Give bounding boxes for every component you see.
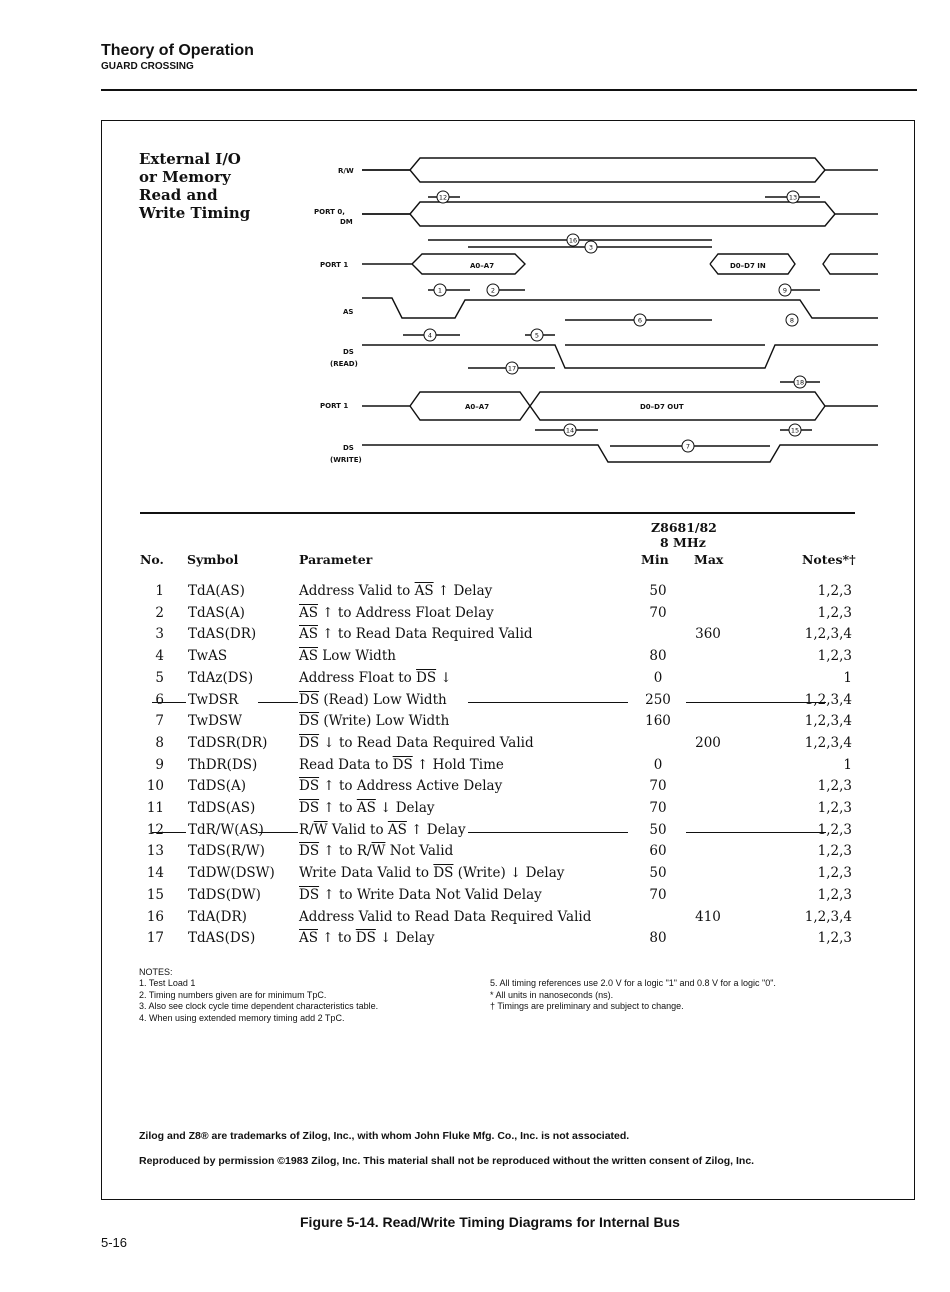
parameter-part: ↓ Delay	[375, 800, 435, 816]
cell-no: 13	[146, 843, 164, 860]
signal-label-ds-write: DS	[343, 444, 354, 452]
marker-2-label: 2	[490, 286, 496, 295]
page-subtitle: GUARD CROSSING	[101, 61, 194, 72]
cell-no: 2	[155, 604, 164, 621]
cell-symbol: TdDS(DW)	[188, 886, 261, 903]
parameter-part: ↑ to	[318, 930, 356, 947]
leader-line	[258, 702, 298, 703]
leader-line	[686, 702, 826, 703]
parameter-part: ↓	[436, 669, 452, 686]
cell-notes: 1,2,3,4	[804, 734, 852, 751]
leader-line	[468, 832, 628, 833]
cell-notes: 1,2,3,4	[804, 713, 852, 730]
signal-label-port1-read: PORT 1	[320, 261, 349, 269]
parameter-part: R/	[299, 821, 314, 838]
bus-label-addr-write: A0–A7	[465, 403, 490, 411]
cell-parameter	[299, 865, 564, 881]
cell-min: 70	[649, 604, 667, 621]
cell-no: 3	[155, 626, 164, 643]
leader-line	[152, 702, 186, 703]
signal-label-port0: PORT 0,	[314, 208, 345, 216]
marker-6-label: 6	[637, 316, 643, 325]
note-2: 2. Timing numbers given are for minimum TpC.	[139, 989, 327, 1000]
cell-no: 17	[146, 930, 164, 947]
cell-parameter	[299, 692, 447, 708]
parameter-part: $\overline{AS}$	[299, 604, 318, 621]
parameter-part: $\overline{DS}$	[392, 756, 413, 773]
parameter-part: $\overline{AS}$	[387, 821, 407, 838]
cell-parameter	[299, 930, 435, 946]
table-row	[138, 626, 858, 648]
table-row	[138, 605, 858, 627]
cell-symbol: TwAS	[188, 648, 228, 665]
col-header-parameter: Parameter	[299, 552, 373, 567]
parameter-part: $\overline{DS}$	[299, 843, 320, 860]
table-device: Z8681/82	[651, 520, 717, 535]
cell-symbol: TdDSR(DR)	[188, 734, 268, 751]
cell-no: 11	[146, 800, 164, 816]
notes-heading: NOTES:	[139, 967, 173, 977]
cell-notes: 1,2,3,4	[804, 626, 852, 643]
marker-4-label: 4	[427, 331, 433, 340]
cell-no: 6	[155, 691, 164, 708]
bus-label-data-out: D0–D7 OUT	[640, 403, 684, 411]
table-row	[138, 778, 858, 800]
note-5: 5. All timing references use 2.0 V for a logic "1" and 0.8 V for a logic "0".	[490, 978, 776, 988]
parameter-part: (Write) Low Width	[319, 713, 450, 730]
cell-min: 70	[649, 778, 667, 795]
table-row	[138, 800, 858, 822]
parameter-part: Address Valid to Read Data Required Valid	[299, 908, 592, 925]
cell-notes: 1,2,3	[817, 648, 852, 665]
marker-15-label: 15	[790, 426, 800, 435]
col-header-symbol: Symbol	[187, 552, 239, 567]
table-row	[138, 692, 858, 714]
cell-symbol: ThDR(DS)	[188, 756, 258, 773]
cell-notes: 1,2,3	[817, 821, 852, 838]
parameter-part: Address Valid to	[299, 583, 415, 599]
cell-no: 10	[146, 778, 164, 795]
cell-max: 410	[695, 908, 721, 925]
cell-min: 70	[649, 886, 667, 903]
cell-min: 0	[653, 756, 663, 773]
parameter-part: $\overline{AS}$	[299, 648, 318, 665]
table-row	[138, 670, 858, 692]
parameter-part: ↓ to Read Data Required Valid	[319, 734, 534, 751]
parameter-part: Read Data to	[299, 756, 393, 773]
cell-no: 15	[146, 886, 164, 903]
cell-symbol: TdA(AS)	[188, 583, 245, 599]
marker-1-label: 1	[437, 286, 443, 295]
table-row	[138, 583, 858, 605]
marker-3-label: 3	[588, 243, 594, 252]
parameter-part: $\overline{DS}$	[299, 734, 320, 751]
permission-notice: Reproduced by permission ©1983 Zilog, Inc. This material shall not be reproduced without the written consent of Zilog, Inc.	[139, 1155, 755, 1167]
cell-symbol: TdAS(A)	[188, 604, 245, 621]
signal-label-as: AS	[343, 308, 354, 316]
cell-parameter	[299, 735, 534, 751]
parameter-part: $\overline{DS}$	[299, 713, 320, 730]
cell-min: 80	[649, 930, 667, 947]
diagram-title: External I/O or Memory Read and Write Timing	[139, 150, 251, 222]
table-row	[138, 757, 858, 779]
marker-18-label: 18	[795, 378, 805, 387]
notes-right	[490, 978, 776, 1013]
cell-symbol: TdDS(AS)	[188, 800, 256, 816]
parameter-part: ↑ to Write Data Not Valid Delay	[319, 886, 542, 903]
table-row	[138, 930, 858, 952]
marker-13-label: 13	[788, 193, 798, 202]
cell-min: 160	[645, 713, 671, 730]
table-row	[138, 648, 858, 670]
cell-parameter	[299, 713, 449, 729]
marker-8-label: 8	[789, 316, 795, 325]
cell-no: 1	[155, 583, 164, 599]
parameter-part: ↑ to	[319, 800, 357, 816]
cell-no: 8	[155, 734, 164, 751]
cell-notes: 1,2,3	[817, 930, 852, 947]
cell-notes: 1,2,3	[817, 886, 852, 903]
parameter-part: ↓ Delay	[375, 930, 435, 947]
parameter-part: $\overline{AS}$	[356, 800, 376, 816]
cell-no: 12	[146, 821, 164, 838]
cell-notes: 1,2,3	[817, 843, 852, 860]
cell-symbol: TdDS(R/W)	[188, 843, 265, 860]
parameter-part: $\overline{DS}$	[416, 669, 437, 686]
page-title: Theory of Operation	[101, 42, 254, 59]
parameter-part: Address Float to	[299, 669, 417, 686]
parameter-part: Not Valid	[385, 843, 454, 860]
cell-symbol: TdDW(DSW)	[188, 865, 275, 882]
cell-symbol: TdR/W(AS)	[188, 821, 264, 838]
cell-min: 50	[649, 865, 667, 882]
cell-parameter	[299, 757, 504, 773]
cell-parameter	[299, 583, 492, 599]
header-rule	[101, 89, 917, 91]
table-row	[138, 865, 858, 887]
note-preliminary: † Timings are preliminary and subject to change.	[490, 1001, 684, 1011]
cell-min: 50	[649, 583, 667, 599]
note-1: 1. Test Load 1	[139, 978, 196, 988]
timing-diagram	[300, 140, 880, 470]
leader-line	[468, 702, 628, 703]
parameter-part: $\overline{DS}$	[299, 691, 320, 708]
cell-max: 200	[695, 734, 721, 751]
cell-min: 60	[649, 843, 667, 860]
figure-caption: Figure 5-14. Read/Write Timing Diagrams for Internal Bus	[300, 1214, 680, 1230]
cell-notes: 1	[843, 669, 852, 686]
parameter-part: ↑ to Address Float Delay	[318, 604, 494, 621]
cell-parameter	[299, 822, 466, 838]
parameter-part: ↑ Delay	[406, 821, 466, 838]
marker-14-label: 14	[565, 426, 575, 435]
cell-symbol: TdDS(A)	[188, 778, 247, 795]
note-3: 3. Also see clock cycle time dependent characteristics table.	[139, 1001, 379, 1011]
table-row	[138, 713, 858, 735]
parameter-part: $\overline{DS}$	[299, 886, 320, 903]
cell-min: 80	[649, 648, 667, 665]
signal-label-port1-write: PORT 1	[320, 402, 349, 410]
cell-notes: 1,2,3	[817, 778, 852, 795]
marker-9-label: 9	[782, 286, 788, 295]
table-row	[138, 735, 858, 757]
parameter-part: $\overline{AS}$	[299, 930, 318, 947]
cell-parameter	[299, 909, 591, 925]
leader-line	[258, 832, 298, 833]
bus-label-addr-read: A0–A7	[470, 262, 495, 270]
parameter-part: ↑ Delay	[433, 583, 493, 599]
note-4: 4. When using extended memory timing add 2 TpC.	[139, 1012, 345, 1023]
signal-label-rw: R/W	[338, 167, 354, 175]
cell-min: 50	[649, 821, 667, 838]
signal-label-read: (READ)	[330, 360, 358, 368]
cell-parameter	[299, 605, 494, 621]
table-row	[138, 822, 858, 844]
page-number: 5-16	[101, 1235, 128, 1250]
marker-7-label: 7	[685, 442, 691, 451]
cell-no: 16	[146, 908, 164, 925]
parameter-part: ↑ to R/	[319, 843, 372, 860]
cell-min: 250	[645, 691, 671, 708]
signal-label-ds-read: DS	[343, 348, 354, 356]
parameter-part: $\overline{DS}$	[299, 800, 320, 816]
parameter-part: $\overline{W}$	[371, 843, 386, 860]
parameter-part: Low Width	[318, 648, 396, 665]
cell-no: 14	[146, 865, 164, 882]
note-units: * All units in nanoseconds (ns).	[490, 989, 614, 1000]
table-top-rule	[140, 512, 855, 514]
table-row	[138, 887, 858, 909]
marker-16-label: 16	[568, 236, 578, 245]
cell-notes: 1,2,3,4	[804, 908, 852, 925]
parameter-part: $\overline{AS}$	[299, 626, 318, 643]
cell-parameter	[299, 648, 396, 664]
cell-min: 0	[653, 669, 663, 686]
cell-parameter	[299, 800, 435, 816]
marker-5-label: 5	[534, 331, 540, 340]
parameter-part: $\overline{DS}$	[433, 865, 454, 882]
cell-parameter	[299, 670, 452, 686]
cell-parameter	[299, 778, 502, 794]
cell-notes: 1,2,3	[817, 865, 852, 882]
parameter-part: Valid to	[327, 821, 388, 838]
cell-parameter	[299, 887, 542, 903]
parameter-part: $\overline{W}$	[313, 821, 328, 838]
marker-12-label: 12	[438, 193, 448, 202]
bus-label-data-in: D0–D7 IN	[730, 262, 766, 270]
table-speed: 8 MHz	[660, 535, 706, 550]
cell-symbol: TdAz(DS)	[188, 669, 254, 686]
cell-symbol: TwDSW	[188, 713, 243, 730]
parameter-part: ↑ to Read Data Required Valid	[318, 626, 533, 643]
col-header-max: Max	[694, 552, 724, 567]
cell-notes: 1,2,3	[817, 800, 852, 816]
cell-min: 70	[649, 800, 667, 816]
col-header-notes: Notes*†	[802, 552, 856, 567]
cell-symbol: TdAS(DS)	[188, 930, 256, 947]
cell-symbol: TwDSR	[188, 691, 239, 708]
parameter-part: ↑ to Address Active Delay	[319, 778, 503, 795]
cell-no: 4	[155, 648, 164, 665]
table-row	[138, 843, 858, 865]
cell-max: 360	[695, 626, 721, 643]
col-header-no: No.	[140, 552, 164, 567]
parameter-part: (Write) ↓ Delay	[453, 865, 565, 882]
cell-symbol: TdA(DR)	[188, 908, 247, 925]
parameter-part: Write Data Valid to	[299, 865, 434, 882]
cell-notes: 1,2,3	[817, 583, 852, 599]
table-row	[138, 909, 858, 931]
leader-line	[152, 832, 186, 833]
cell-no: 5	[155, 669, 164, 686]
parameter-part: $\overline{DS}$	[355, 930, 376, 947]
col-header-min: Min	[641, 552, 669, 567]
signal-label-dm: DM	[340, 218, 353, 226]
cell-notes: 1,2,3,4	[804, 691, 852, 708]
parameter-part: ↑ Hold Time	[412, 756, 504, 773]
cell-parameter	[299, 626, 533, 642]
notes-left	[139, 978, 378, 1024]
marker-17-label: 17	[507, 364, 517, 373]
cell-symbol: TdAS(DR)	[188, 626, 257, 643]
cell-no: 9	[155, 756, 164, 773]
parameter-part: (Read) Low Width	[319, 691, 447, 708]
leader-line	[686, 832, 826, 833]
cell-no: 7	[155, 713, 164, 730]
parameter-part: $\overline{AS}$	[414, 583, 434, 599]
cell-notes: 1,2,3	[817, 604, 852, 621]
parameter-part: $\overline{DS}$	[299, 778, 320, 795]
cell-parameter	[299, 843, 453, 859]
signal-label-write: (WRITE)	[330, 456, 362, 464]
cell-notes: 1	[843, 756, 852, 773]
trademark-notice: Zilog and Z8® are trademarks of Zilog, Inc., with whom John Fluke Mfg. Co., Inc. is not associated.	[139, 1130, 630, 1142]
